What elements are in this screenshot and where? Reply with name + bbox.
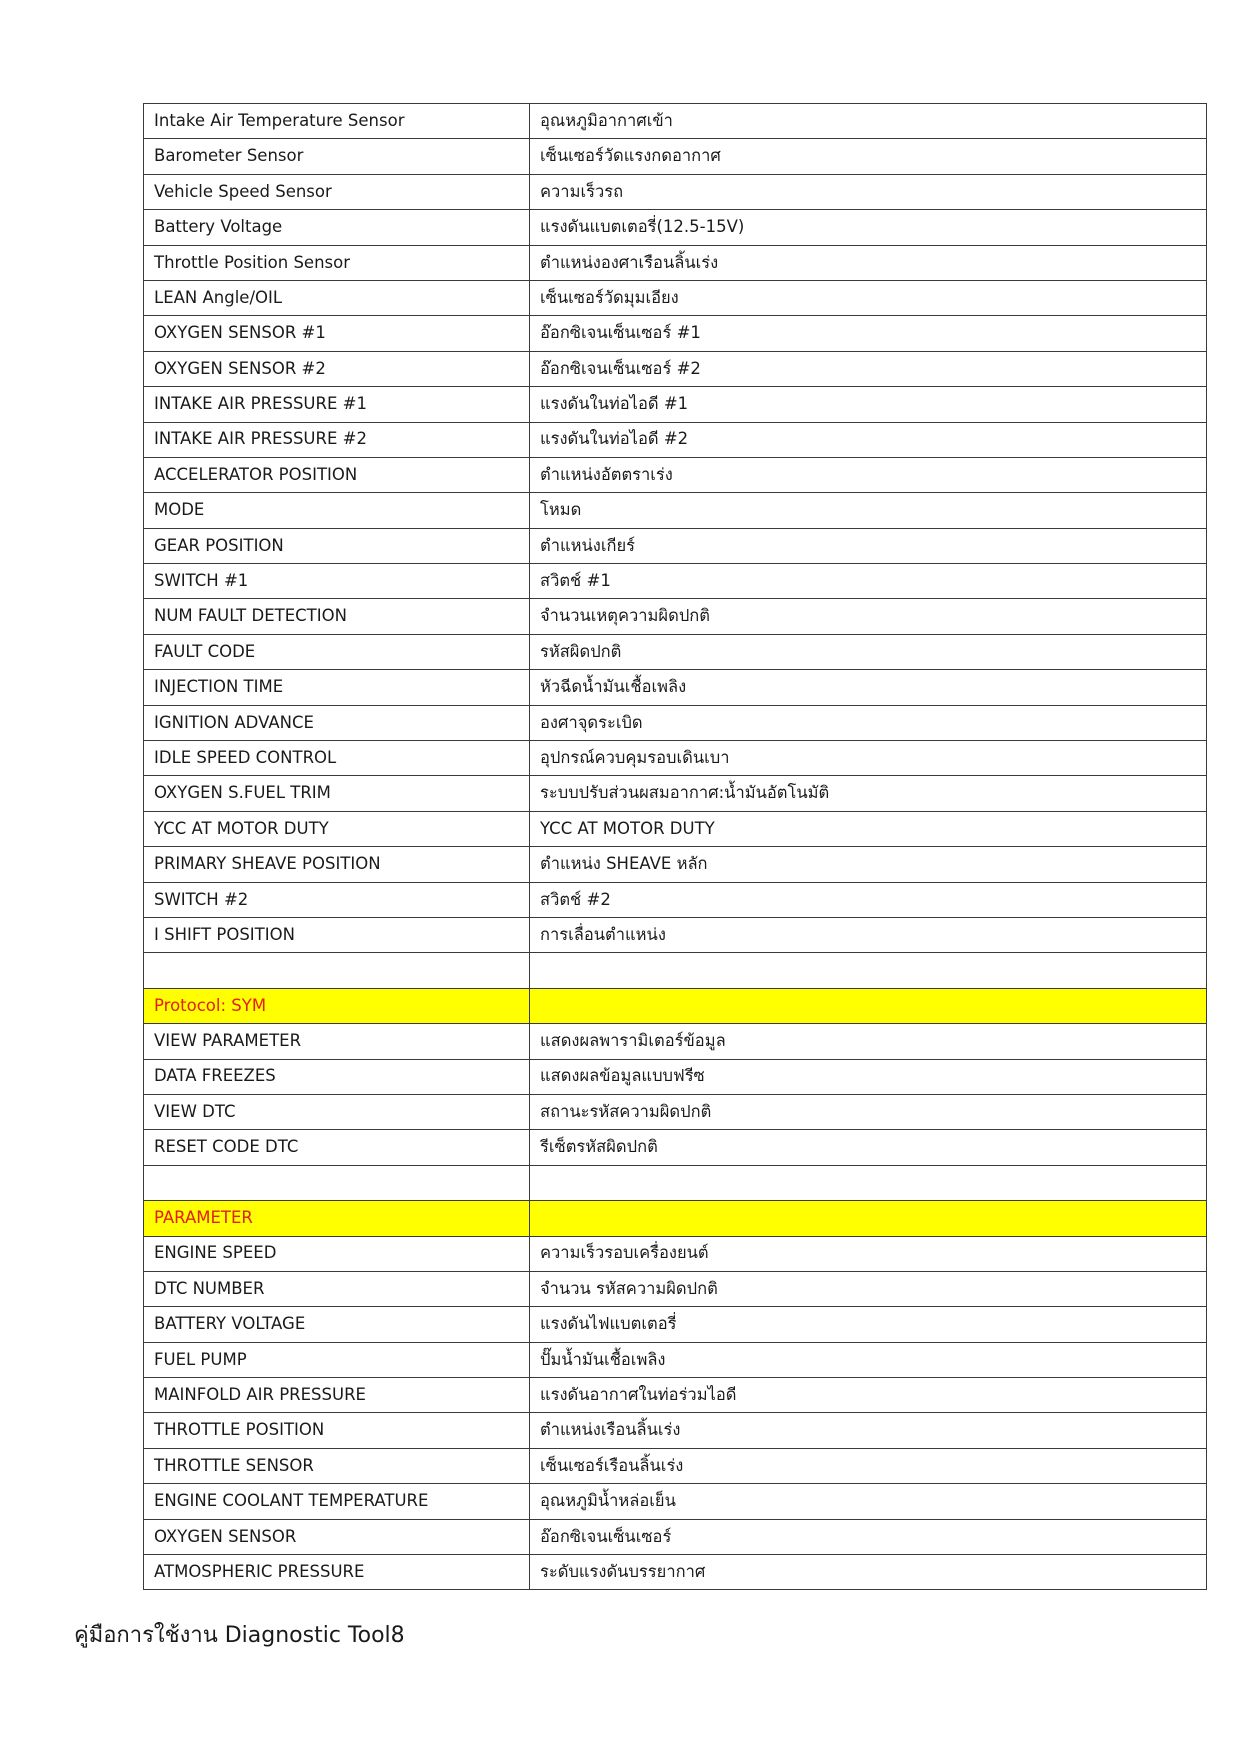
empty-row (144, 1165, 1207, 1200)
parameter-description: องศาจุดระเบิด (530, 705, 1207, 740)
table-row (144, 1378, 1207, 1413)
parameter-name: ENGINE COOLANT TEMPERATURE (144, 1484, 530, 1519)
parameter-description: อ๊อกซิเจนเซ็นเซอร์ #1 (530, 316, 1207, 351)
parameter-table-body (144, 104, 1207, 1590)
parameter-description: เซ็นเซอร์เรือนลิ้นเร่ง (530, 1448, 1207, 1483)
parameter-description: รหัสผิดปกติ (530, 634, 1207, 669)
parameter-name: FUEL PUMP (144, 1342, 530, 1377)
parameter-name: IDLE SPEED CONTROL (144, 741, 530, 776)
parameter-name: DTC NUMBER (144, 1271, 530, 1306)
parameter-name: YCC AT MOTOR DUTY (144, 811, 530, 846)
table-row (144, 670, 1207, 705)
table-row (144, 811, 1207, 846)
section-title: Protocol: SYM (144, 988, 530, 1023)
table-row (144, 1519, 1207, 1554)
table-row (144, 741, 1207, 776)
parameter-name: Battery Voltage (144, 210, 530, 245)
parameter-description: สวิตช์ #1 (530, 564, 1207, 599)
table-row (144, 1555, 1207, 1590)
parameter-name: VIEW PARAMETER (144, 1024, 530, 1059)
parameter-name: SWITCH #1 (144, 564, 530, 599)
parameter-name: INTAKE AIR PRESSURE #1 (144, 387, 530, 422)
parameter-name: INJECTION TIME (144, 670, 530, 705)
parameter-name: ACCELERATOR POSITION (144, 457, 530, 492)
parameter-name (144, 953, 530, 988)
parameter-description: จำนวน รหัสความผิดปกติ (530, 1271, 1207, 1306)
parameter-description: อ๊อกซิเจนเซ็นเซอร์ #2 (530, 351, 1207, 386)
parameter-name: ENGINE SPEED (144, 1236, 530, 1271)
parameter-name: MODE (144, 493, 530, 528)
parameter-description: แรงดันในท่อไอดี #1 (530, 387, 1207, 422)
section-header-row (144, 988, 1207, 1023)
page-footer: คู่มือการใช้งาน Diagnostic Tool8 (74, 1623, 405, 1648)
table-row (144, 776, 1207, 811)
parameter-description: อุปกรณ์ควบคุมรอบเดินเบา (530, 741, 1207, 776)
parameter-description: อ๊อกซิเจนเซ็นเซอร์ (530, 1519, 1207, 1554)
parameter-name: OXYGEN SENSOR (144, 1519, 530, 1554)
table-row (144, 174, 1207, 209)
table-row (144, 1024, 1207, 1059)
parameter-description: แรงดันแบตเตอรี่(12.5-15V) (530, 210, 1207, 245)
parameter-description: แรงดันไฟแบตเตอรี่ (530, 1307, 1207, 1342)
parameter-description: ระดับแรงดันบรรยากาศ (530, 1555, 1207, 1590)
parameter-description: ตำแหน่งเกียร์ (530, 528, 1207, 563)
table-row (144, 882, 1207, 917)
table-row (144, 1413, 1207, 1448)
parameter-description (530, 1165, 1207, 1200)
parameter-description: จำนวนเหตุความผิดปกติ (530, 599, 1207, 634)
parameter-description: อุณหภูมิน้ำหล่อเย็น (530, 1484, 1207, 1519)
parameter-name: ATMOSPHERIC PRESSURE (144, 1555, 530, 1590)
parameter-description: หัวฉีดน้ำมันเชื้อเพลิง (530, 670, 1207, 705)
parameter-name: SWITCH #2 (144, 882, 530, 917)
table-row (144, 104, 1207, 139)
section-blank-cell (530, 1201, 1207, 1236)
parameter-description: ปั๊มน้ำมันเชื้อเพลิง (530, 1342, 1207, 1377)
parameter-description: การเลื่อนตำแหน่ง (530, 917, 1207, 952)
parameter-name: VIEW DTC (144, 1094, 530, 1129)
table-row (144, 245, 1207, 280)
parameter-name: DATA FREEZES (144, 1059, 530, 1094)
parameter-description (530, 953, 1207, 988)
table-row (144, 457, 1207, 492)
parameter-description: เซ็นเซอร์วัดมุมเอียง (530, 280, 1207, 315)
parameter-name: FAULT CODE (144, 634, 530, 669)
parameter-description: แสดงผลข้อมูลแบบฟรีซ (530, 1059, 1207, 1094)
parameter-name: Intake Air Temperature Sensor (144, 104, 530, 139)
section-header-row (144, 1201, 1207, 1236)
parameter-name: OXYGEN SENSOR #2 (144, 351, 530, 386)
table-row (144, 1271, 1207, 1306)
table-row (144, 422, 1207, 457)
table-row (144, 1307, 1207, 1342)
parameter-description: สวิตช์ #2 (530, 882, 1207, 917)
table-row (144, 705, 1207, 740)
parameter-description: อุณหภูมิอากาศเข้า (530, 104, 1207, 139)
parameter-description: ระบบปรับส่วนผสมอากาศ:น้ำมันอัตโนมัติ (530, 776, 1207, 811)
parameter-name: LEAN Angle/OIL (144, 280, 530, 315)
parameter-name: THROTTLE POSITION (144, 1413, 530, 1448)
table-row (144, 847, 1207, 882)
parameter-table (143, 103, 1207, 1590)
table-row (144, 528, 1207, 563)
parameter-name: OXYGEN S.FUEL TRIM (144, 776, 530, 811)
table-row (144, 1342, 1207, 1377)
parameter-description: ตำแหน่งอัตตราเร่ง (530, 457, 1207, 492)
parameter-name: Throttle Position Sensor (144, 245, 530, 280)
parameter-description: แรงดันในท่อไอดี #2 (530, 422, 1207, 457)
table-row (144, 599, 1207, 634)
table-row (144, 1448, 1207, 1483)
table-row (144, 1059, 1207, 1094)
parameter-description: ตำแหน่งเรือนลิ้นเร่ง (530, 1413, 1207, 1448)
parameter-name: IGNITION ADVANCE (144, 705, 530, 740)
table-row (144, 210, 1207, 245)
parameter-name: RESET CODE DTC (144, 1130, 530, 1165)
table-row (144, 387, 1207, 422)
table-row (144, 564, 1207, 599)
table-row (144, 1484, 1207, 1519)
parameter-name (144, 1165, 530, 1200)
parameter-name: PRIMARY SHEAVE POSITION (144, 847, 530, 882)
parameter-name: Vehicle Speed Sensor (144, 174, 530, 209)
parameter-name: INTAKE AIR PRESSURE #2 (144, 422, 530, 457)
parameter-name: Barometer Sensor (144, 139, 530, 174)
parameter-description: แรงดันอากาศในท่อร่วมไอดี (530, 1378, 1207, 1413)
table-row (144, 316, 1207, 351)
parameter-description: ความเร็วรอบเครื่องยนต์ (530, 1236, 1207, 1271)
table-row (144, 280, 1207, 315)
parameter-description: โหมด (530, 493, 1207, 528)
parameter-description: แสดงผลพารามิเตอร์ข้อมูล (530, 1024, 1207, 1059)
parameter-description: เซ็นเซอร์วัดแรงกดอากาศ (530, 139, 1207, 174)
parameter-description: ตำแหน่ง SHEAVE หลัก (530, 847, 1207, 882)
parameter-name: NUM FAULT DETECTION (144, 599, 530, 634)
table-row (144, 493, 1207, 528)
parameter-description: รีเซ็ตรหัสผิดปกติ (530, 1130, 1207, 1165)
section-blank-cell (530, 988, 1207, 1023)
parameter-description: ตำแหน่งองศาเรือนลิ้นเร่ง (530, 245, 1207, 280)
table-row (144, 1094, 1207, 1129)
parameter-name: GEAR POSITION (144, 528, 530, 563)
parameter-description: สถานะรหัสความผิดปกติ (530, 1094, 1207, 1129)
table-row (144, 139, 1207, 174)
table-row (144, 1236, 1207, 1271)
parameter-name: THROTTLE SENSOR (144, 1448, 530, 1483)
parameter-description: ความเร็วรถ (530, 174, 1207, 209)
table-row (144, 1130, 1207, 1165)
parameter-description: YCC AT MOTOR DUTY (530, 811, 1207, 846)
table-row (144, 634, 1207, 669)
table-row (144, 351, 1207, 386)
parameter-name: MAINFOLD AIR PRESSURE (144, 1378, 530, 1413)
parameter-name: BATTERY VOLTAGE (144, 1307, 530, 1342)
parameter-name: I SHIFT POSITION (144, 917, 530, 952)
empty-row (144, 953, 1207, 988)
table-row (144, 917, 1207, 952)
section-title: PARAMETER (144, 1201, 530, 1236)
parameter-name: OXYGEN SENSOR #1 (144, 316, 530, 351)
